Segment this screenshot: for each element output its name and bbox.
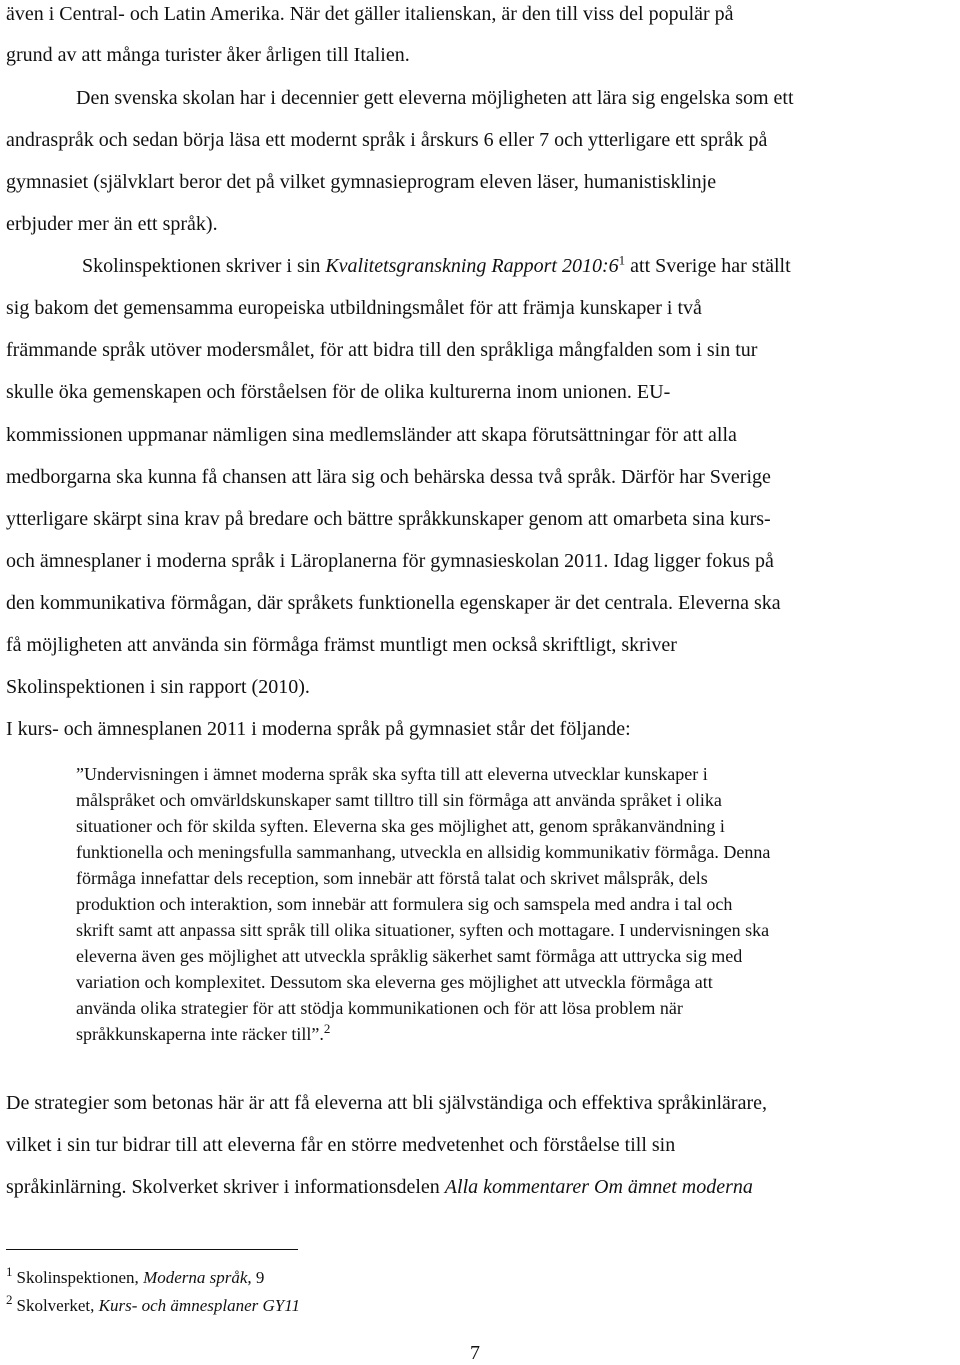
footnote-divider [6, 1249, 298, 1250]
quote-line: eleverna även ges möjlighet att utveckla språklig säkerhet samt förmåga att uttrycka sig med [76, 946, 743, 966]
skolinspektionen-line [82, 252, 791, 278]
body-line: Den svenska skolan har i decennier gett eleverna möjligheten att lära sig engelska som ett [76, 87, 794, 109]
text-run: Skolinspektionen skriver i sin [82, 255, 326, 277]
block-quote [76, 761, 958, 1047]
quote-line: ”Undervisningen i ämnet moderna språk ska syfta till att eleverna utvecklar kunskaper i [76, 764, 708, 784]
body-line: skulle öka gemenskapen och förståelsen för de olika kulturerna inom unionen. EU- [6, 381, 671, 403]
footnote-end: , 9 [247, 1268, 265, 1287]
footnote-ref: 1 [618, 252, 626, 268]
body-line: Skolinspektionen i sin rapport (2010). [6, 676, 310, 698]
footnote-number: 2 [6, 1292, 13, 1308]
body-line: andraspråk och sedan börja läsa ett modernt språk i årskurs 6 eller 7 och ytterligare ett språk på [6, 129, 768, 151]
footnote-title: Kurs- och ämnesplaner GY11 [98, 1296, 300, 1315]
text-run: språkkunskaperna inte räcker till”. [76, 1024, 324, 1044]
quote-line: förmåga innefattar dels reception, som innebär att förstå talat och skrivet målspråk, dels [76, 868, 708, 888]
footnote-text: Skolverket, [16, 1296, 99, 1315]
body-line: vilket i sin tur bidrar till att eleverna får en större medvetenhet och förståelse till sin [6, 1134, 676, 1156]
quote-line-last [76, 1021, 958, 1047]
footnote-1 [6, 1264, 265, 1288]
text-run: att Sverige har ställt [625, 255, 791, 277]
footnote-text: Skolinspektionen, [16, 1268, 144, 1287]
body-line-last [6, 1176, 753, 1199]
quote-line: funktionella och meningsfulla sammanhang, utveckla en allsidig kommunikativ förmåga. Denna [76, 842, 771, 862]
body-line: och ämnesplaner i moderna språk i Läroplanerna för gymnasieskolan 2011. Idag ligger fokus på [6, 550, 774, 572]
body-line: få möjligheten att använda sin förmåga främst muntligt men också skriftligt, skriver [6, 634, 677, 656]
body-line: I kurs- och ämnesplanen 2011 i moderna språk på gymnasiet står det följande: [6, 718, 631, 740]
body-line: erbjuder mer än ett språk). [6, 213, 218, 235]
quote-line: målspråket och omvärldskunskaper samt tilltro till sin förmåga att använda språket i olika [76, 790, 722, 810]
publication-title: Alla kommentarer Om ämnet moderna [444, 1176, 753, 1198]
quote-line: situationer och för skilda syften. Eleverna ska ges möjlighet att, genom språkanvändning i [76, 816, 725, 836]
footnote-ref: 2 [323, 1021, 331, 1036]
body-line: även i Central- och Latin Amerika. När det gäller italienskan, är den till viss del populär på [6, 3, 734, 25]
quote-line: använda olika strategier för att stödja kommunikationen och för att lösa problem när [76, 998, 683, 1018]
page-number: 7 [470, 1342, 480, 1364]
body-line: ytterligare skärpt sina krav på bredare och bättre språkkunskaper genom att omarbeta sina kurs- [6, 508, 771, 530]
quote-line: variation och komplexitet. Dessutom ska eleverna ges möjlighet att utveckla förmåga att [76, 972, 713, 992]
report-title: Kvalitetsgranskning Rapport 2010:6 [325, 255, 619, 277]
body-line: grund av att många turister åker årligen till Italien. [6, 44, 410, 66]
footnote-number: 1 [6, 1264, 13, 1280]
footnote-2 [6, 1292, 300, 1316]
quote-line: skrift samt att anpassa sitt språk till olika situationer, syften och mottagare. I undervisningen ska [76, 920, 770, 940]
quote-line: produktion och interaktion, som innebär att formulera sig och samspela med andra i tal och [76, 894, 733, 914]
body-line: sig bakom det gemensamma europeiska utbildningsmålet för att främja kunskaper i två [6, 297, 702, 319]
body-line: den kommunikativa förmågan, där språkets funktionella egenskaper är det centrala. Eleverna ska [6, 592, 781, 614]
body-line: gymnasiet (självklart beror det på vilket gymnasieprogram eleven läser, humanistisklinje [6, 171, 717, 193]
text-run: språkinlärning. Skolverket skriver i informationsdelen [6, 1176, 445, 1198]
body-line: främmande språk utöver modersmålet, för att bidra till den språkliga mångfalden som i sin tur [6, 339, 758, 361]
body-line: kommissionen uppmanar nämligen sina medlemsländer att skapa förutsättningar för att alla [6, 424, 737, 446]
footnote-title: Moderna språk [143, 1268, 248, 1287]
body-line: De strategier som betonas här är att få eleverna att bli självständiga och effektiva språkinlärare, [6, 1092, 767, 1114]
body-line: medborgarna ska kunna få chansen att lära sig och behärska dessa två språk. Därför har Sverige [6, 466, 771, 488]
